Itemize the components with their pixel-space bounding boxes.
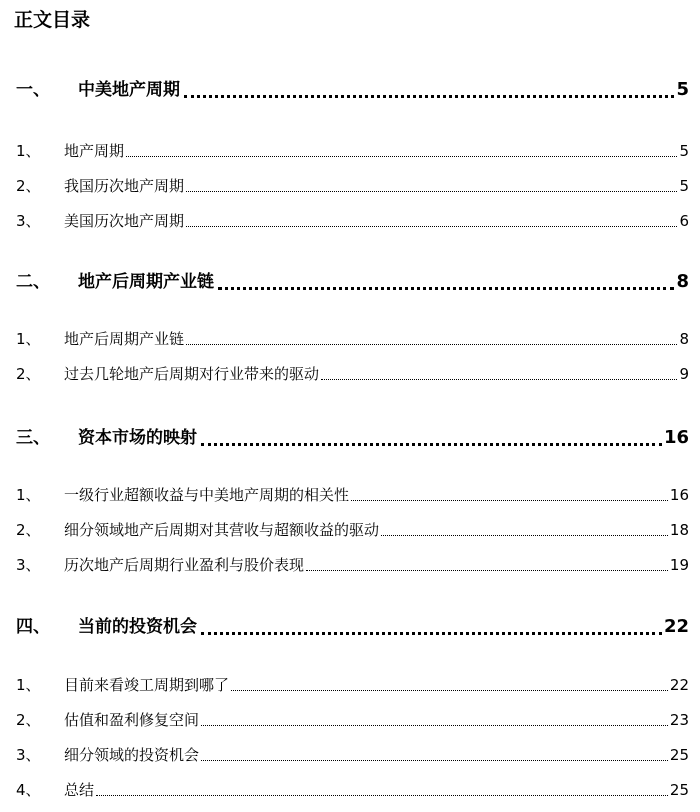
section-title: 我国历次地产周期	[64, 177, 185, 195]
section-number: 2、	[16, 521, 41, 539]
chapter-number: 三、	[16, 428, 50, 448]
section-title: 细分领域地产后周期对其营收与超额收益的驱动	[64, 521, 380, 539]
section-title: 美国历次地产周期	[64, 212, 185, 230]
dot-leader	[201, 725, 668, 726]
toc-section-2-2[interactable]	[16, 362, 689, 386]
section-title: 历次地产后周期行业盈利与股价表现	[64, 556, 305, 574]
section-number: 4、	[16, 781, 41, 799]
section-page-number: 6	[679, 212, 689, 230]
toc-section-1-3[interactable]	[16, 209, 689, 233]
section-number: 1、	[16, 142, 41, 160]
section-page-number: 5	[679, 142, 689, 160]
section-title: 细分领域的投资机会	[64, 746, 200, 764]
dot-leader	[186, 344, 677, 345]
toc-section-2-1[interactable]	[16, 327, 689, 351]
section-title: 一级行业超额收益与中美地产周期的相关性	[64, 486, 350, 504]
chapter-number: 一、	[16, 80, 50, 100]
dot-leader	[184, 95, 674, 98]
section-title: 地产后周期产业链	[64, 330, 185, 348]
section-page-number: 19	[669, 556, 689, 574]
dot-leader	[186, 191, 677, 192]
section-page-number: 23	[669, 711, 689, 729]
toc-section-4-2[interactable]	[16, 708, 689, 732]
section-title: 目前来看竣工周期到哪了	[64, 676, 230, 694]
section-number: 2、	[16, 365, 41, 383]
toc-chapter-1[interactable]	[16, 76, 689, 104]
toc-section-4-4[interactable]	[16, 778, 689, 802]
chapter-title: 当前的投资机会	[78, 617, 197, 637]
dot-leader	[201, 443, 662, 446]
chapter-number: 二、	[16, 272, 50, 292]
toc-title: 正文目录	[14, 9, 91, 31]
section-number: 1、	[16, 676, 41, 694]
toc-chapter-4[interactable]	[16, 613, 689, 641]
dot-leader	[321, 379, 677, 380]
dot-leader	[186, 226, 677, 227]
toc-section-3-3[interactable]	[16, 553, 689, 577]
dot-leader	[351, 500, 668, 501]
toc-section-1-2[interactable]	[16, 174, 689, 198]
dot-leader	[231, 690, 668, 691]
chapter-page-number: 5	[676, 79, 689, 100]
section-page-number: 25	[669, 781, 689, 799]
toc-section-1-1[interactable]	[16, 139, 689, 163]
toc-section-3-2[interactable]	[16, 518, 689, 542]
chapter-number: 四、	[16, 617, 50, 637]
section-page-number: 5	[679, 177, 689, 195]
section-title: 总结	[64, 781, 95, 799]
section-page-number: 9	[679, 365, 689, 383]
section-page-number: 25	[669, 746, 689, 764]
section-page-number: 16	[669, 486, 689, 504]
section-title: 估值和盈利修复空间	[64, 711, 200, 729]
dot-leader	[218, 287, 674, 290]
chapter-title: 地产后周期产业链	[78, 272, 214, 292]
section-title: 地产周期	[64, 142, 125, 160]
chapter-page-number: 16	[663, 427, 689, 448]
section-number: 1、	[16, 486, 41, 504]
section-number: 3、	[16, 556, 41, 574]
dot-leader	[201, 632, 662, 635]
dot-leader	[96, 795, 668, 796]
section-page-number: 8	[679, 330, 689, 348]
section-page-number: 22	[669, 676, 689, 694]
section-number: 3、	[16, 212, 41, 230]
toc-chapter-3[interactable]	[16, 424, 689, 452]
dot-leader	[381, 535, 668, 536]
toc-section-3-1[interactable]	[16, 483, 689, 507]
section-number: 1、	[16, 330, 41, 348]
dot-leader	[126, 156, 677, 157]
section-number: 2、	[16, 711, 41, 729]
chapter-title: 中美地产周期	[78, 80, 180, 100]
section-title: 过去几轮地产后周期对行业带来的驱动	[64, 365, 320, 383]
toc-section-4-1[interactable]	[16, 673, 689, 697]
chapter-title: 资本市场的映射	[78, 428, 197, 448]
chapter-page-number: 8	[676, 271, 689, 292]
section-page-number: 18	[669, 521, 689, 539]
toc-chapter-2[interactable]	[16, 268, 689, 296]
chapter-page-number: 22	[663, 616, 689, 637]
dot-leader	[306, 570, 668, 571]
section-number: 3、	[16, 746, 41, 764]
toc-section-4-3[interactable]	[16, 743, 689, 767]
dot-leader	[201, 760, 668, 761]
section-number: 2、	[16, 177, 41, 195]
